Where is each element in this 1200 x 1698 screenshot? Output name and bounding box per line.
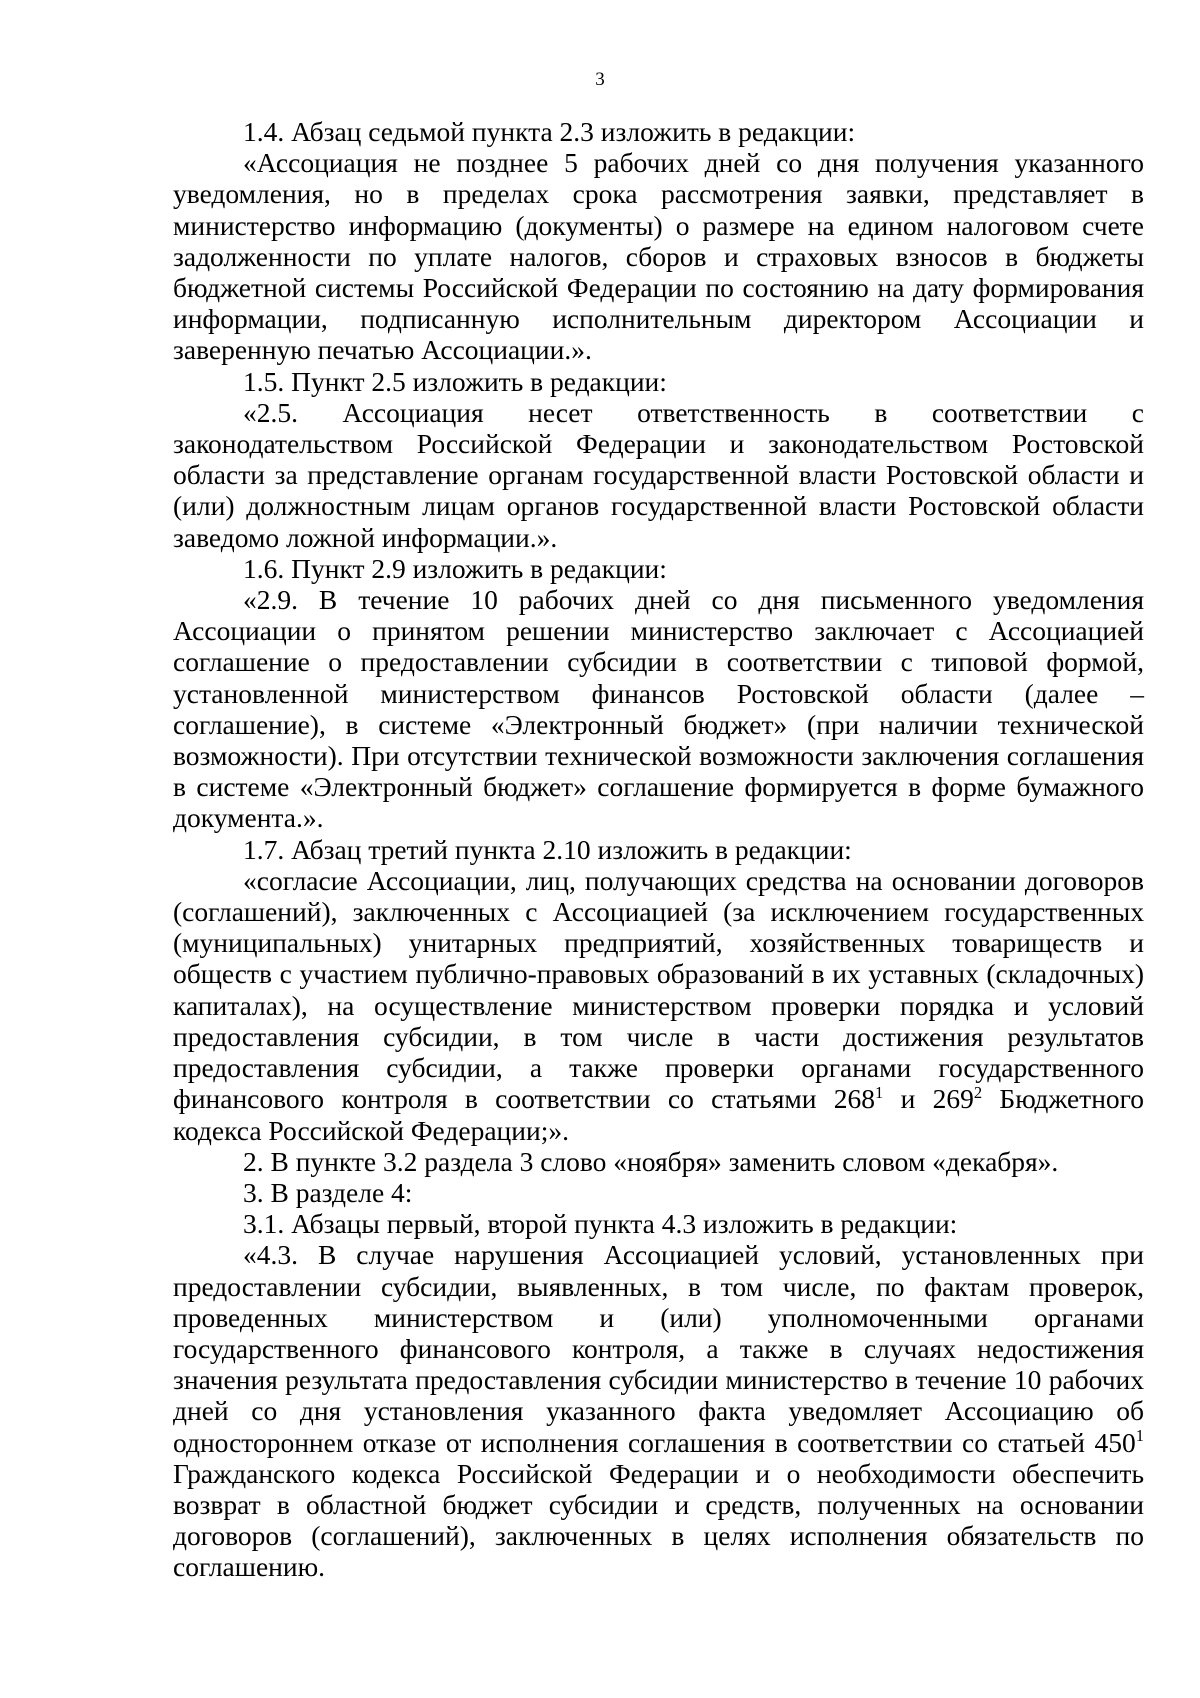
- text-segment: 1.7. Абзац третий пункта 2.10 изложить в редакции:: [243, 833, 852, 865]
- text-segment: 3.1. Абзацы первый, второй пункта 4.3 изложить в редакции:: [243, 1208, 958, 1240]
- text-segment: 1.5. Пункт 2.5 изложить в редакции:: [243, 365, 667, 397]
- page-number: 3: [595, 69, 605, 90]
- text-segment: «2.5. Ассоциация несет ответственность в соответствии с законодательством Российской Федерации и законодательством Ростовской области за представление органам государственной власти Ростовской области и (или) должностным лицам органов государственной власти Ростовской области заведомо ложной информации.».: [173, 396, 1144, 553]
- paragraph: [173, 1177, 1144, 1208]
- paragraph: [173, 584, 1144, 834]
- paragraph: [173, 397, 1144, 553]
- text-segment: Гражданского кодекса Российской Федерации и о необходимости обеспечить возврат в областной бюджет субсидии и средств, полученных на основании договоров (соглашений), заключенных в целях исполнения обязательств по соглашению.: [173, 1457, 1144, 1583]
- superscript: 2: [973, 1083, 983, 1103]
- superscript: 1: [1135, 1426, 1144, 1446]
- text-segment: 3. В разделе 4:: [243, 1176, 413, 1208]
- text-segment: 1.6. Пункт 2.9 изложить в редакции:: [243, 552, 667, 584]
- text-segment: «Ассоциация не позднее 5 рабочих дней со дня получения указанного уведомления, но в пределах срока рассмотрения заявки, представляет в министерство информацию (документы) о размере на едином налоговом счете задолженности по уплате налогов, сборов и страховых взносов в бюджеты бюджетной системы Российской Федерации по состоянию на дату формирования информации, подписанную исполнительным директором Ассоциации и заверенную печатью Ассоциации.».: [173, 147, 1144, 366]
- text-segment: 1.4. Абзац седьмой пункта 2.3 изложить в редакции:: [243, 116, 856, 147]
- text-segment: «2.9. В течение 10 рабочих дней со дня письменного уведомления Ассоциации о принятом решении министерство заключает с Ассоциацией соглашение о предоставлении субсидии в соответствии с типовой формой, установленной министерством финансов Ростовской области (далее – соглашение), в системе «Электронный бюджет» (при наличии технической возможности). При отсутствии технической возможности заключения соглашения в системе «Электронный бюджет» соглашение формируется в форме бумажного документа.».: [173, 584, 1144, 834]
- text-segment: «согласие Ассоциации, лиц, получающих средства на основании договоров (соглашений), заключенных с Ассоциацией (за исключением государственных (муниципальных) унитарных предприятий, хозяйственных товариществ и обществ с участием публично-правовых образований в их уставных (складочных) капиталах), на осуществление министерством проверки порядка и условий предоставления субсидии, в том числе в части достижения результатов предоставления субсидии, а также проверки органами государственного финансового контроля в соответствии со статьями 268: [173, 864, 1144, 1115]
- paragraph: [173, 366, 1144, 397]
- paragraph: [173, 834, 1144, 865]
- paragraph: [173, 147, 1144, 365]
- text-segment: и 269: [883, 1083, 974, 1115]
- paragraph: [173, 865, 1144, 1146]
- paragraph: [173, 1208, 1144, 1239]
- superscript: 1: [875, 1083, 884, 1103]
- paragraph: [173, 553, 1144, 584]
- paragraph: [173, 1239, 1144, 1582]
- paragraph: [173, 1146, 1144, 1177]
- paragraph: [173, 116, 1144, 147]
- text-segment: 2. В пункте 3.2 раздела 3 слово «ноября» заменить словом «декабря».: [243, 1145, 1059, 1177]
- text-segment: «4.3. В случае нарушения Ассоциацией условий, установленных при предоставлении субсидии, выявленных, в том числе, по фактам проверок, проведенных министерством и (или) уполномоченными органами государственного финансового контроля, а также в случаях недостижения значения результата предоставления субсидии министерство в течение 10 рабочих дней со дня установления указанного факта уведомляет Ассоциацию об одностороннем отказе от исполнения соглашения в соответствии со статьей 450: [173, 1239, 1144, 1458]
- text-segment: Бюджетного кодекса Российской Федерации;».: [173, 1083, 1145, 1146]
- document-body: [173, 116, 1144, 1583]
